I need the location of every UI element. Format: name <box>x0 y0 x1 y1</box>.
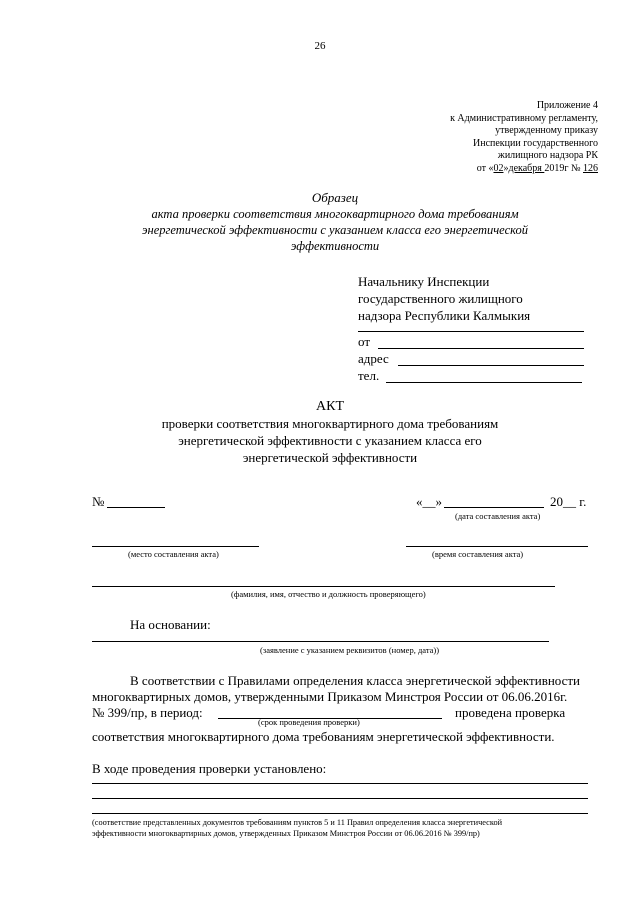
appendix-day: 02 <box>493 162 504 174</box>
from-label: от <box>358 334 371 349</box>
act-title-line: энергетической эффективности <box>242 450 418 465</box>
act-number-label: № <box>92 494 105 509</box>
appendix-line: Приложение 4 <box>536 100 598 111</box>
findings-field[interactable] <box>92 783 588 784</box>
addressee-blank-line[interactable] <box>358 331 584 332</box>
addressee-line: Начальнику Инспекции <box>358 274 490 289</box>
phone-field[interactable] <box>386 382 582 383</box>
appendix-line: жилищного надзора РК <box>497 150 598 161</box>
appendix-header <box>450 100 598 175</box>
sample-title <box>100 190 570 254</box>
date-year: 20__ г. <box>550 494 587 509</box>
act-number-field[interactable] <box>107 507 165 508</box>
findings-field[interactable] <box>92 813 588 814</box>
paragraph-line: многоквартирных домов, утвержденными Приказом Минстроя России от 06.06.2016г. <box>92 689 568 704</box>
sample-heading: Образец <box>311 190 359 205</box>
findings-label: В ходе проведения проверки установлено: <box>92 761 327 776</box>
page-number: 26 <box>314 40 326 52</box>
appendix-number: 126 <box>583 162 598 174</box>
footnote-line: эффективности многоквартирных домов, утвержденных Приказом Минстроя России от 06.06.2016 № 399/пр) <box>92 829 480 838</box>
addressee-block <box>358 273 530 324</box>
appendix-line: Инспекции государственного <box>473 137 598 149</box>
date-month-field[interactable] <box>444 507 544 508</box>
basis-label: На основании: <box>130 617 211 632</box>
act-title-line: проверки соответствия многоквартирного дома требованиям <box>161 416 499 431</box>
place-field[interactable] <box>92 546 259 547</box>
time-caption: (время составления акта) <box>432 549 524 559</box>
appendix-month: декабря <box>508 162 545 174</box>
footnote-line: (соответствие представленных документов требованиям пунктов 5 и 11 Правил определения класса энергетической <box>92 818 503 827</box>
act-title: АКТ <box>316 399 344 414</box>
paragraph-line: соответствия многоквартирного дома требованиям энергетической эффективности. <box>92 729 555 744</box>
appendix-line: к Административному регламенту, <box>450 112 598 124</box>
sample-title-line: акта проверки соответствия многоквартирного дома требованиям <box>151 207 519 221</box>
time-field[interactable] <box>406 546 588 547</box>
basis-field[interactable] <box>92 641 549 642</box>
addressee-line: государственного жилищного <box>358 291 523 306</box>
sample-title-line: энергетической эффективности с указанием класса его энергетической <box>141 223 528 237</box>
paragraph-line: В соответствии с Правилами определения класса энергетической эффективности <box>130 673 581 688</box>
appendix-date-line: от «02»декабря 2019г № 126 <box>476 162 598 174</box>
address-label: адрес <box>358 351 389 366</box>
basis-caption: (заявление с указанием реквизитов (номер, дата)) <box>260 645 440 655</box>
phone-label: тел. <box>358 368 380 383</box>
act-title-line: энергетической эффективности с указанием класса его <box>178 433 482 448</box>
place-caption: (место составления акта) <box>128 549 219 559</box>
date-caption: (дата составления акта) <box>455 511 541 521</box>
sample-title-line: эффективности <box>290 239 380 253</box>
appendix-line: утвержденному приказу <box>495 125 598 136</box>
address-field[interactable] <box>398 365 584 366</box>
footnote <box>92 817 502 839</box>
addressee-line: надзора Республики Калмыкия <box>358 308 531 323</box>
from-field[interactable] <box>378 348 584 349</box>
paragraph-line-end: проведена проверка <box>455 705 566 720</box>
period-caption: (срок проведения проверки) <box>258 717 360 727</box>
findings-field[interactable] <box>92 798 588 799</box>
paragraph-line: № 399/пр, в период: <box>92 705 203 720</box>
act-title-block <box>80 398 580 466</box>
inspector-caption: (фамилия, имя, отчество и должность проверяющего) <box>231 589 426 599</box>
inspector-field[interactable] <box>92 586 555 587</box>
date-day: «__» <box>416 494 442 509</box>
